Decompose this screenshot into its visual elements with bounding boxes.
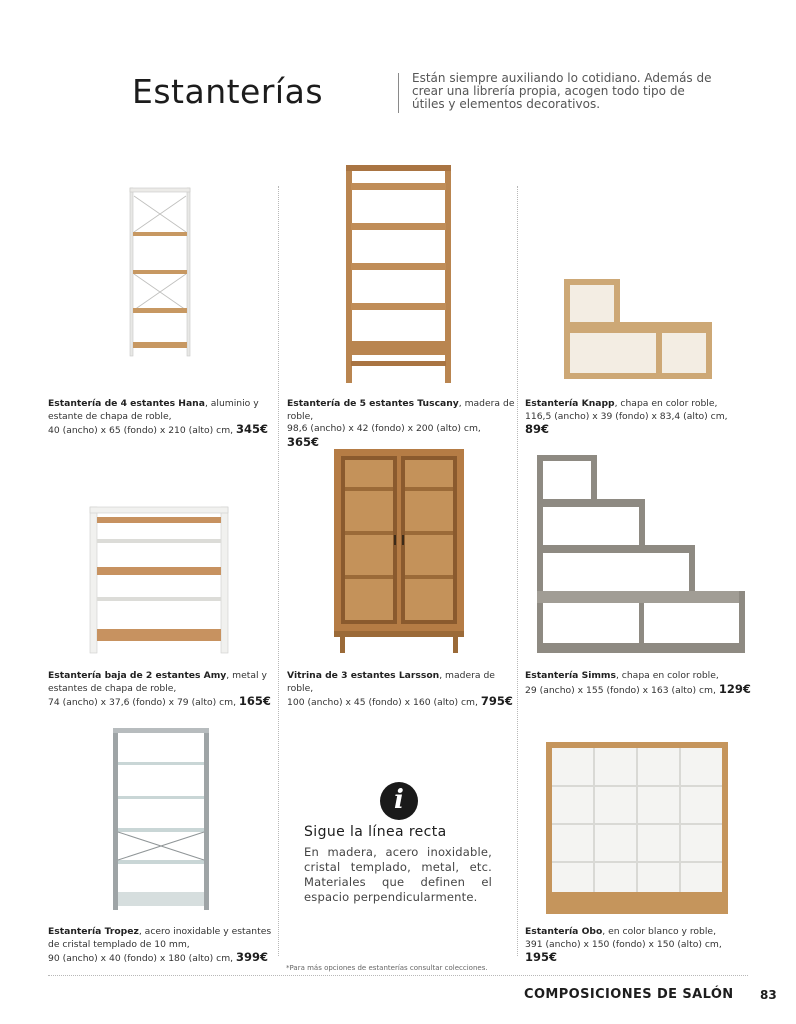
tip-body: En madera, acero inoxidable, cristal templado, metal, etc. Materiales que definen el espacio perpendicularmente. [304, 845, 492, 904]
product-name: Estantería baja de 2 estantes Amy [48, 670, 227, 681]
section-footer: COMPOSICIONES DE SALÓN [524, 987, 734, 1002]
product-price: 129€ [718, 681, 751, 696]
product-dimensions: 29 (ancho) x 155 (fondo) x 163 (alto) cm, [525, 684, 716, 696]
product-price: 165€ [238, 694, 271, 709]
product-image-hana [128, 186, 192, 358]
product-name: Estantería Knapp [525, 398, 615, 409]
page-number: 83 [760, 988, 777, 1002]
product-description: , metal y estantes de chapa de roble, [48, 670, 267, 694]
product-name: Estantería de 5 estantes Tuscany [287, 398, 459, 409]
product-dimensions: 98,6 (ancho) x 42 (fondo) x 200 (alto) cm, [287, 423, 481, 435]
product-caption-larsson [287, 670, 515, 710]
product-price: 795€ [480, 694, 513, 709]
product-description: , madera de roble, [287, 398, 515, 422]
intro-text: Están siempre auxiliando lo cotidiano. Además de crear una librería propia, acogen todo tipo de útiles y elementos decorativos. [412, 71, 712, 111]
product-image-tropez [110, 726, 212, 912]
footnote: *Para más opciones de estanterías consultar colecciones. [286, 964, 488, 972]
intro-rule [398, 73, 399, 113]
product-name: Estantería Obo [525, 926, 603, 937]
product-name: Vitrina de 3 estantes Larsson [287, 670, 440, 681]
product-name: Estantería de 4 estantes Hana [48, 398, 205, 409]
product-caption-amy [48, 670, 276, 710]
product-image-obo [544, 740, 730, 916]
tip-title: Sigue la línea recta [304, 824, 447, 840]
product-price: 399€ [236, 950, 269, 965]
footer-divider [48, 975, 748, 976]
product-image-larsson [332, 447, 466, 655]
product-image-knapp [562, 277, 714, 383]
info-icon [380, 782, 418, 820]
product-dimensions: 74 (ancho) x 37,6 (fondo) x 79 (alto) cm, [48, 697, 236, 709]
product-name: Estantería Simms [525, 670, 616, 681]
product-description: , aluminio y estante de chapa de roble, [48, 398, 259, 422]
info-icon-glyph: i [394, 785, 404, 815]
product-description: , en color blanco y roble, [602, 926, 717, 937]
product-image-tuscany [343, 163, 455, 385]
product-dimensions: 40 (ancho) x 65 (fondo) x 210 (alto) cm, [48, 425, 234, 437]
product-description: , madera de roble, [287, 670, 495, 694]
product-caption-simms [525, 670, 753, 697]
product-caption-knapp [525, 398, 753, 438]
product-dimensions: 391 (ancho) x 150 (fondo) x 150 (alto) cm, [525, 938, 722, 950]
page-title: Estanterías [132, 72, 324, 111]
product-image-simms [535, 453, 747, 655]
product-name: Estantería Tropez [48, 926, 139, 937]
product-caption-obo [525, 926, 753, 966]
product-description: , chapa en color roble, [615, 670, 719, 681]
product-price: 365€ [287, 434, 320, 449]
product-price: 345€ [236, 422, 269, 437]
product-caption-tropez [48, 926, 276, 966]
product-description: , acero inoxidable y estantes de cristal templado de 10 mm, [48, 926, 272, 950]
product-dimensions: 90 (ancho) x 40 (fondo) x 180 (alto) cm, [48, 953, 234, 965]
product-caption-tuscany [287, 398, 515, 450]
product-dimensions: 116,5 (ancho) x 39 (fondo) x 83,4 (alto) cm, [525, 410, 728, 422]
product-description: , chapa en color roble, [614, 398, 718, 409]
product-price: 195€ [525, 950, 558, 965]
column-divider-left [278, 186, 279, 956]
product-image-amy [87, 505, 231, 655]
product-price: 89€ [525, 422, 550, 437]
product-dimensions: 100 (ancho) x 45 (fondo) x 160 (alto) cm, [287, 697, 478, 709]
column-divider-right [517, 186, 518, 956]
product-caption-hana [48, 398, 276, 438]
